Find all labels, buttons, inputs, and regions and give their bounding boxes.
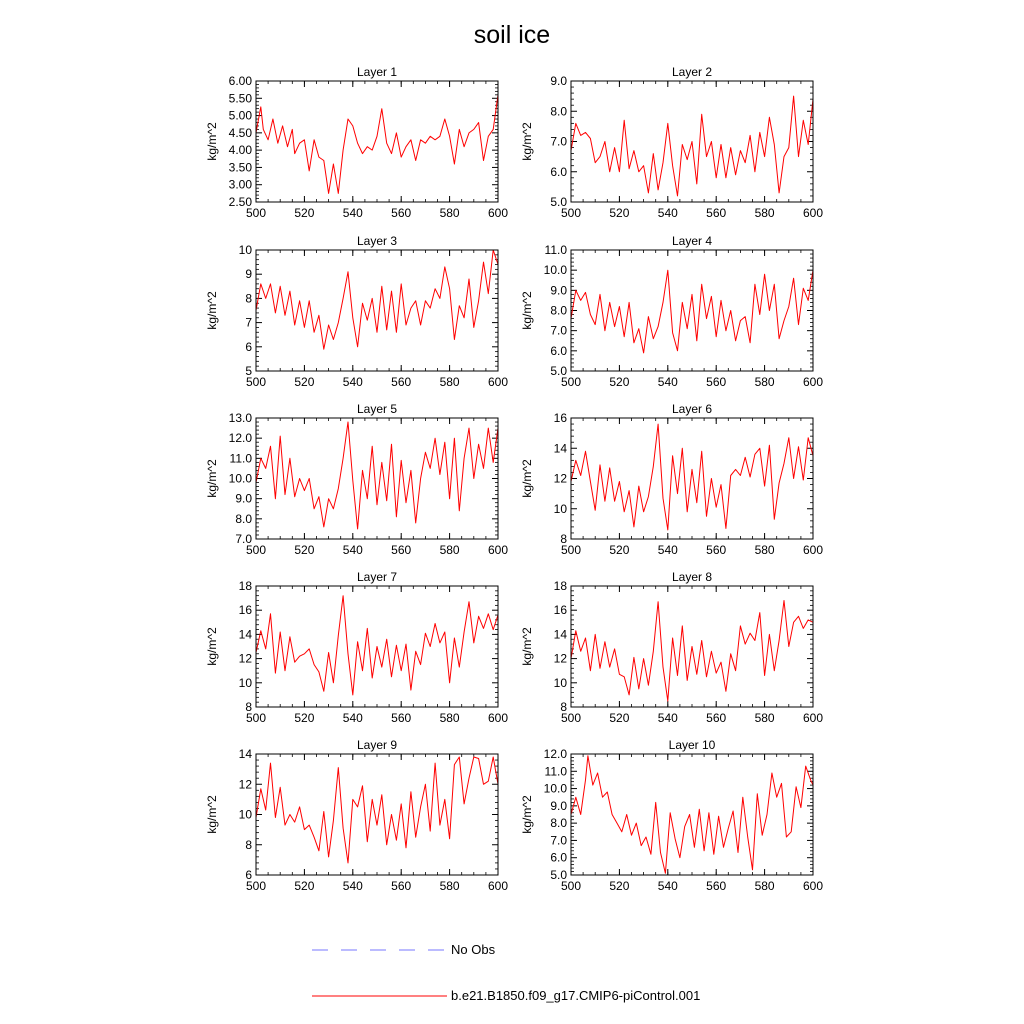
y-tick-label: 5.50 [228, 91, 252, 106]
y-tick-label: 11.0 [229, 451, 252, 466]
x-tick-label: 540 [657, 543, 678, 557]
x-tick-label: 500 [560, 543, 582, 557]
x-tick-label: 560 [391, 879, 412, 893]
plot-frame [571, 754, 813, 875]
y-tick-label: 10 [553, 501, 567, 516]
y-tick-label: 14 [238, 627, 252, 642]
x-tick-label: 540 [657, 206, 678, 220]
panel-layer-9 [205, 738, 508, 893]
panel-layer-3 [205, 234, 508, 389]
x-tick-label: 560 [391, 711, 412, 725]
panel-title: Layer 1 [356, 65, 398, 79]
series-line [571, 424, 813, 530]
y-tick-label: 3.00 [228, 177, 252, 192]
x-tick-label: 540 [657, 711, 678, 725]
x-tick-label: 540 [657, 375, 678, 389]
plot-frame [256, 754, 498, 875]
y-tick-label: 10.0 [543, 781, 567, 796]
series-line [571, 601, 813, 702]
x-tick-label: 560 [706, 206, 727, 220]
y-tick-label: 10 [238, 243, 252, 257]
panel-layer-1 [205, 65, 508, 220]
y-tick-label: 8 [245, 700, 252, 714]
y-axis-label: kg/m^2 [520, 795, 534, 834]
y-tick-label: 8 [560, 700, 567, 714]
x-tick-label: 600 [487, 206, 509, 220]
y-tick-label: 8.0 [550, 816, 567, 831]
x-tick-label: 520 [609, 879, 630, 893]
y-tick-label: 6.00 [228, 74, 252, 88]
legend [312, 942, 700, 1003]
y-tick-label: 13.0 [228, 411, 252, 425]
y-tick-label: 10.0 [543, 263, 567, 278]
y-axis-label: kg/m^2 [205, 291, 219, 330]
x-tick-label: 520 [294, 879, 315, 893]
panel-layer-2 [520, 65, 823, 220]
panel-title: Layer 5 [356, 402, 398, 416]
y-tick-label: 4.00 [228, 143, 252, 158]
x-tick-label: 520 [609, 711, 630, 725]
x-tick-label: 580 [754, 543, 775, 557]
y-tick-label: 8.0 [550, 104, 567, 119]
y-tick-label: 14 [238, 747, 252, 761]
x-tick-label: 600 [802, 879, 824, 893]
y-tick-label: 12 [238, 651, 252, 666]
x-tick-label: 600 [802, 375, 824, 389]
y-tick-label: 4.50 [228, 125, 252, 140]
panel-title: Layer 6 [671, 402, 713, 416]
y-axis-label: kg/m^2 [205, 122, 219, 161]
x-tick-label: 500 [560, 375, 582, 389]
x-tick-label: 540 [342, 375, 363, 389]
x-tick-label: 500 [245, 879, 267, 893]
y-tick-label: 12 [553, 471, 567, 486]
y-tick-label: 3.50 [228, 160, 252, 175]
y-tick-label: 10 [238, 675, 252, 690]
x-tick-label: 520 [294, 375, 315, 389]
y-axis-label: kg/m^2 [205, 459, 219, 498]
y-tick-label: 7 [245, 315, 252, 330]
y-tick-label: 9.0 [550, 798, 567, 813]
x-tick-label: 540 [342, 543, 363, 557]
y-tick-label: 6.0 [550, 164, 567, 179]
y-axis-label: kg/m^2 [520, 459, 534, 498]
x-tick-label: 500 [560, 879, 582, 893]
y-tick-label: 2.50 [228, 195, 252, 209]
x-tick-label: 580 [439, 206, 460, 220]
panel-layer-8 [520, 570, 823, 725]
x-tick-label: 600 [802, 543, 824, 557]
x-tick-label: 580 [754, 711, 775, 725]
series-line [256, 95, 498, 194]
y-tick-label: 9 [245, 267, 252, 282]
x-tick-label: 520 [609, 206, 630, 220]
plot-frame [256, 81, 498, 202]
panels [205, 65, 823, 893]
y-axis-label: kg/m^2 [520, 291, 534, 330]
y-tick-label: 9.0 [235, 491, 252, 506]
y-tick-label: 12 [553, 651, 567, 666]
legend-no-obs-label: No Obs [451, 942, 496, 957]
y-tick-label: 12.0 [543, 747, 567, 761]
panel-title: Layer 4 [671, 234, 713, 248]
series-line [256, 757, 498, 863]
x-tick-label: 580 [754, 879, 775, 893]
x-tick-label: 500 [560, 711, 582, 725]
x-tick-label: 600 [487, 543, 509, 557]
series-line [256, 422, 498, 529]
y-tick-label: 7.0 [550, 323, 567, 338]
x-tick-label: 580 [754, 206, 775, 220]
y-tick-label: 8 [245, 291, 252, 306]
y-tick-label: 8.0 [550, 303, 567, 318]
panel-layer-7 [205, 570, 508, 725]
x-tick-label: 540 [342, 206, 363, 220]
x-tick-label: 540 [342, 879, 363, 893]
panel-title: Layer 9 [356, 738, 398, 752]
panel-layer-10 [520, 738, 823, 893]
y-axis-label: kg/m^2 [205, 795, 219, 834]
y-tick-label: 14 [553, 441, 567, 456]
x-tick-label: 520 [609, 375, 630, 389]
x-tick-label: 560 [391, 375, 412, 389]
panel-layer-6 [520, 402, 823, 557]
y-tick-label: 8 [560, 532, 567, 546]
panel-title: Layer 3 [356, 234, 398, 248]
panel-title: Layer 8 [671, 570, 713, 584]
x-tick-label: 600 [487, 711, 509, 725]
y-axis-label: kg/m^2 [520, 627, 534, 666]
x-tick-label: 580 [439, 879, 460, 893]
y-tick-label: 18 [553, 579, 567, 593]
y-tick-label: 9.0 [550, 283, 567, 298]
y-axis-label: kg/m^2 [205, 627, 219, 666]
x-tick-label: 540 [657, 879, 678, 893]
y-axis-label: kg/m^2 [520, 122, 534, 161]
x-tick-label: 600 [487, 375, 509, 389]
y-tick-label: 5.00 [228, 108, 252, 123]
series-line [571, 270, 813, 353]
x-tick-label: 520 [294, 206, 315, 220]
panel-title: Layer 7 [356, 570, 398, 584]
y-tick-label: 10.0 [228, 471, 252, 486]
y-tick-label: 16 [553, 411, 567, 425]
x-tick-label: 580 [439, 543, 460, 557]
series-line [256, 250, 498, 349]
x-tick-label: 560 [706, 543, 727, 557]
y-tick-label: 12.0 [228, 431, 252, 446]
x-tick-label: 500 [560, 206, 582, 220]
series-line [571, 96, 813, 196]
x-tick-label: 580 [754, 375, 775, 389]
y-tick-label: 7.0 [235, 532, 252, 546]
y-tick-label: 5.0 [550, 868, 567, 882]
series-line [571, 756, 813, 874]
panel-layer-5 [205, 402, 508, 557]
y-tick-label: 10 [553, 675, 567, 690]
x-tick-label: 560 [706, 711, 727, 725]
y-tick-label: 11.0 [544, 764, 567, 779]
x-tick-label: 560 [391, 543, 412, 557]
panel-layer-4 [520, 234, 823, 389]
y-tick-label: 10 [238, 807, 252, 822]
y-tick-label: 16 [238, 603, 252, 618]
x-tick-label: 500 [245, 206, 267, 220]
y-tick-label: 6.0 [550, 343, 567, 358]
x-tick-label: 520 [294, 711, 315, 725]
x-tick-label: 520 [609, 543, 630, 557]
y-tick-label: 5 [245, 364, 252, 378]
y-tick-label: 8 [245, 837, 252, 852]
x-tick-label: 500 [245, 375, 267, 389]
y-tick-label: 14 [553, 627, 567, 642]
y-tick-label: 6 [245, 339, 252, 354]
y-tick-label: 5.0 [550, 364, 567, 378]
x-tick-label: 500 [245, 543, 267, 557]
y-tick-label: 7.0 [550, 833, 567, 848]
y-tick-label: 6 [245, 868, 252, 882]
y-tick-label: 11.0 [544, 243, 567, 257]
figure-title: soil ice [473, 21, 551, 49]
legend-model-label: b.e21.B1850.f09_g17.CMIP6-piControl.001 [451, 988, 701, 1003]
x-tick-label: 600 [487, 879, 509, 893]
x-tick-label: 560 [706, 375, 727, 389]
x-tick-label: 580 [439, 711, 460, 725]
y-tick-label: 7.0 [550, 134, 567, 149]
y-tick-label: 5.0 [550, 195, 567, 209]
x-tick-label: 580 [439, 375, 460, 389]
x-tick-label: 600 [802, 711, 824, 725]
x-tick-label: 560 [706, 879, 727, 893]
x-tick-label: 500 [245, 711, 267, 725]
y-tick-label: 12 [238, 777, 252, 792]
x-tick-label: 540 [342, 711, 363, 725]
y-tick-label: 9.0 [550, 74, 567, 88]
panel-title: Layer 10 [668, 738, 716, 752]
panel-title: Layer 2 [671, 65, 713, 79]
x-tick-label: 560 [391, 206, 412, 220]
x-tick-label: 520 [294, 543, 315, 557]
y-tick-label: 16 [553, 603, 567, 618]
y-tick-label: 8.0 [235, 511, 252, 526]
y-tick-label: 18 [238, 579, 252, 593]
series-line [256, 596, 498, 695]
plot-frame [571, 418, 813, 539]
y-tick-label: 6.0 [550, 850, 567, 865]
x-tick-label: 600 [802, 206, 824, 220]
